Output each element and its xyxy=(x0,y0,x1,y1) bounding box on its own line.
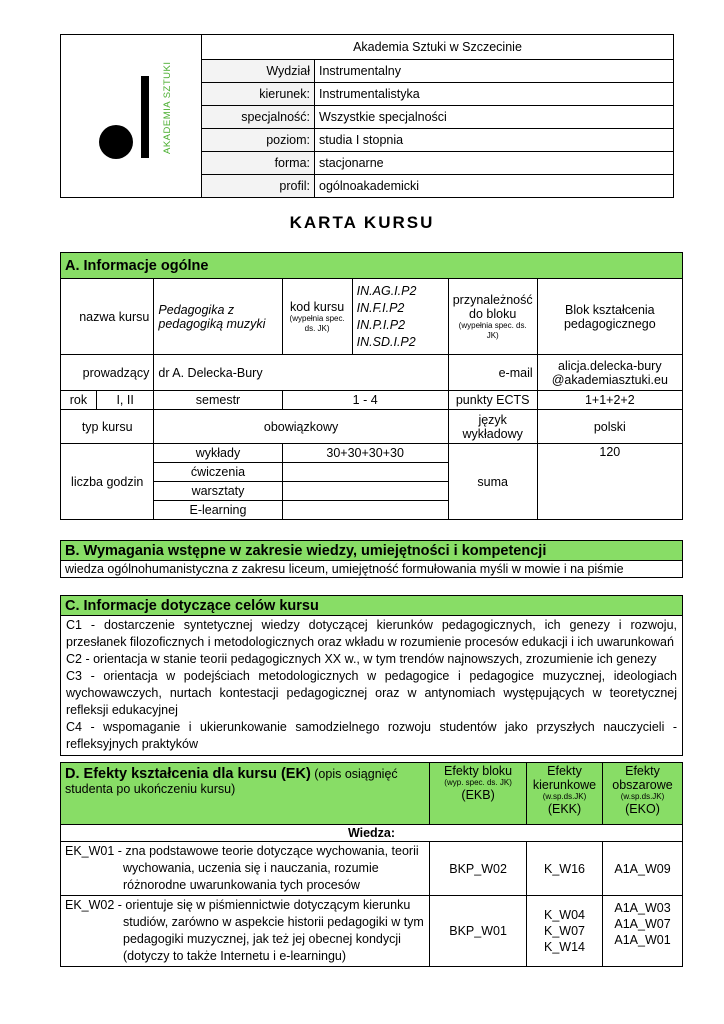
academy-logo xyxy=(61,36,201,196)
section-c-table xyxy=(60,595,683,756)
section-c-heading: C. Informacje dotyczące celów kursu xyxy=(61,596,683,616)
goal-item: C3 - orientacja w podejściach metodologicznych w pedagogice i pedagogice muzycznej, ideologiach wychowawczych, nurtach kontestacji pedagogicznej oraz w antynomiach występujących w teoretycznej refleksji edukacyjnej xyxy=(66,669,677,717)
header-label-field: kierunek: xyxy=(202,83,315,106)
effect-description xyxy=(61,896,430,967)
section-a-table xyxy=(60,252,683,520)
ekk-header xyxy=(527,763,603,825)
ekk-value: K_W07 xyxy=(544,924,586,938)
university-name: Akademia Sztuki w Szczecinie xyxy=(202,35,674,60)
hours-kind: E-learning xyxy=(154,501,282,520)
semester-value: 1 - 4 xyxy=(282,391,448,410)
hours-value: 30+30+30+30 xyxy=(282,444,448,463)
course-type-label: typ kursu xyxy=(61,410,154,444)
section-d-heading: D. Efekty kształcenia dla kursu (EK) xyxy=(65,766,311,782)
ekb-header xyxy=(430,763,527,825)
ekk-value: K_W04 xyxy=(544,908,586,922)
course-code-note: (wypełnia spec. ds. JK) xyxy=(289,313,345,333)
goal-item: C1 - dostarczenie syntetycznej wiedzy dotyczącej kierunków pedagogicznych, ich genezy i rozwoju, przesłanek filozoficznych i metodologicznych oraz wkładu w rozumienie procesów edukacji i ich uwarunkowań xyxy=(66,618,677,649)
section-d-heading-note: (opis osiągnięć studenta po ukończeniu kursu) xyxy=(65,767,398,796)
course-name-label: nazwa kursu xyxy=(61,279,154,355)
header-value-profile: ogólnoakademicki xyxy=(315,175,674,198)
language-value: polski xyxy=(537,410,682,444)
ekb-title: Efekty bloku xyxy=(444,764,513,778)
ekb-abbr: (EKB) xyxy=(461,788,495,802)
effect-eko xyxy=(603,842,683,896)
header-label-level: poziom: xyxy=(202,129,315,152)
eko-value: A1A_W03 xyxy=(614,901,671,915)
ekb-note: (wyp. spec. ds. JK) xyxy=(444,778,512,787)
effect-eko xyxy=(603,896,683,967)
course-type-value: obowiązkowy xyxy=(154,410,448,444)
eko-note: (w.sp.ds.JK) xyxy=(620,792,665,801)
effect-continuation: studiów, zarówno w aspekcie historii pedagogiki w tym pedagogiki muzycznej, jak też jej obecnej kondycji (dotyczy to także Internetu i e-learningu) xyxy=(123,915,424,963)
effect-description xyxy=(61,842,430,896)
table-row xyxy=(61,896,683,967)
eko-value: A1A_W07 xyxy=(614,917,671,931)
header-value-faculty: Instrumentalny xyxy=(315,60,674,83)
semester-label: semestr xyxy=(154,391,282,410)
section-b-table xyxy=(60,540,683,578)
block-label: przynależność do bloku xyxy=(452,292,533,321)
course-name: Pedagogika z pedagogiką muzyki xyxy=(154,279,282,355)
section-d-table xyxy=(60,762,683,967)
knowledge-subheading: Wiedza: xyxy=(61,825,683,842)
ekk-title: Efekty kierunkowe xyxy=(532,764,597,792)
hours-value xyxy=(282,482,448,501)
block-note: (wypełnia spec. ds. JK) xyxy=(458,320,527,340)
section-b-heading: B. Wymagania wstępne w zakresie wiedzy, umiejętności i kompetencji xyxy=(61,541,683,561)
header-label-profile: profil: xyxy=(202,175,315,198)
header-label-form: forma: xyxy=(202,152,315,175)
hours-kind: ćwiczenia xyxy=(154,463,282,482)
course-code: IN.P.I.P2 xyxy=(356,317,406,332)
logo-text: AKADEMIA SZTUKI xyxy=(162,61,173,154)
language-label: język wykładowy xyxy=(448,410,537,444)
year-value: I, II xyxy=(96,391,154,410)
course-code: IN.SD.I.P2 xyxy=(356,334,416,349)
hours-label: liczba godzin xyxy=(61,444,154,520)
goal-item: C4 - wspomaganie i ukierunkowanie samodzielnego rozwoju studentów jako przyszłych nauczycieli - refleksyjnych praktyków xyxy=(66,720,677,751)
teacher-label: prowadzący xyxy=(61,355,154,391)
block-label-cell xyxy=(448,279,537,355)
ekk-value: K_W16 xyxy=(544,861,586,876)
logo-cell xyxy=(61,35,202,198)
effect-code: EK_W02 - orientuje się w piśmiennictwie dotyczącym kierunku xyxy=(65,898,411,912)
page-title: KARTA KURSU xyxy=(289,213,435,232)
header-value-form: stacjonarne xyxy=(315,152,674,175)
ekk-note: (w.sp.ds.JK) xyxy=(542,792,587,801)
logo-icon xyxy=(61,36,201,196)
eko-header xyxy=(603,763,683,825)
header-label-specialty: specjalność: xyxy=(202,106,315,129)
year-label: rok xyxy=(61,391,97,410)
eko-abbr: (EKO) xyxy=(625,802,660,816)
email-value xyxy=(537,355,682,391)
hours-value xyxy=(282,463,448,482)
hours-kind: warsztaty xyxy=(154,482,282,501)
sum-label: suma xyxy=(448,444,537,520)
teacher-name: dr A. Delecka-Bury xyxy=(154,355,448,391)
course-code-label-cell xyxy=(282,279,352,355)
header-value-specialty: Wszystkie specjalności xyxy=(315,106,674,129)
course-code: IN.AG.I.P2 xyxy=(356,283,417,298)
effect-ekb: BKP_W01 xyxy=(430,896,527,967)
ekk-abbr: (EKK) xyxy=(547,802,582,816)
email-line-2: @akademiasztuki.eu xyxy=(551,372,668,387)
ects-label: punkty ECTS xyxy=(448,391,537,410)
eko-title: Efekty obszarowe xyxy=(612,764,673,792)
section-d-heading-cell xyxy=(61,763,430,825)
table-row xyxy=(61,842,683,896)
header-label-faculty: Wydział xyxy=(202,60,315,83)
ekk-value: K_W14 xyxy=(544,940,586,954)
goal-item: C2 - orientacja w stanie teorii pedagogicznych XX w., w tym trendów najnowszych, zrozumienie ich genezy xyxy=(66,652,657,666)
header-table xyxy=(60,34,674,198)
header-value-field: Instrumentalistyka xyxy=(315,83,674,106)
course-codes xyxy=(352,279,448,355)
effect-ekk xyxy=(527,896,603,967)
email-line-1: alicja.delecka-bury xyxy=(558,358,662,373)
section-c-goals xyxy=(61,616,683,756)
ects-value: 1+1+2+2 xyxy=(537,391,682,410)
eko-value: A1A_W01 xyxy=(614,933,671,947)
effect-ekb: BKP_W02 xyxy=(430,842,527,896)
eko-value: A1A_W09 xyxy=(614,861,671,876)
course-code-label: kod kursu xyxy=(290,299,345,314)
course-code: IN.F.I.P2 xyxy=(356,300,405,315)
effect-code: EK_W01 - zna podstawowe teorie dotyczące wychowania, teorii xyxy=(65,844,419,858)
effect-continuation: wychowania, uczenia się i nauczania, rozumie różnorodne uwarunkowania tych procesów xyxy=(123,861,379,892)
email-label: e-mail xyxy=(448,355,537,391)
block-value: Blok kształcenia pedagogicznego xyxy=(537,279,682,355)
effect-ekk xyxy=(527,842,603,896)
sum-value: 120 xyxy=(537,444,682,520)
section-b-text: wiedza ogólnohumanistyczna z zakresu liceum, umiejętność formułowania myśli w mowie i na piśmie xyxy=(61,561,683,578)
hours-kind: wykłady xyxy=(154,444,282,463)
header-value-level: studia I stopnia xyxy=(315,129,674,152)
hours-value xyxy=(282,501,448,520)
section-a-heading: A. Informacje ogólne xyxy=(61,253,683,279)
